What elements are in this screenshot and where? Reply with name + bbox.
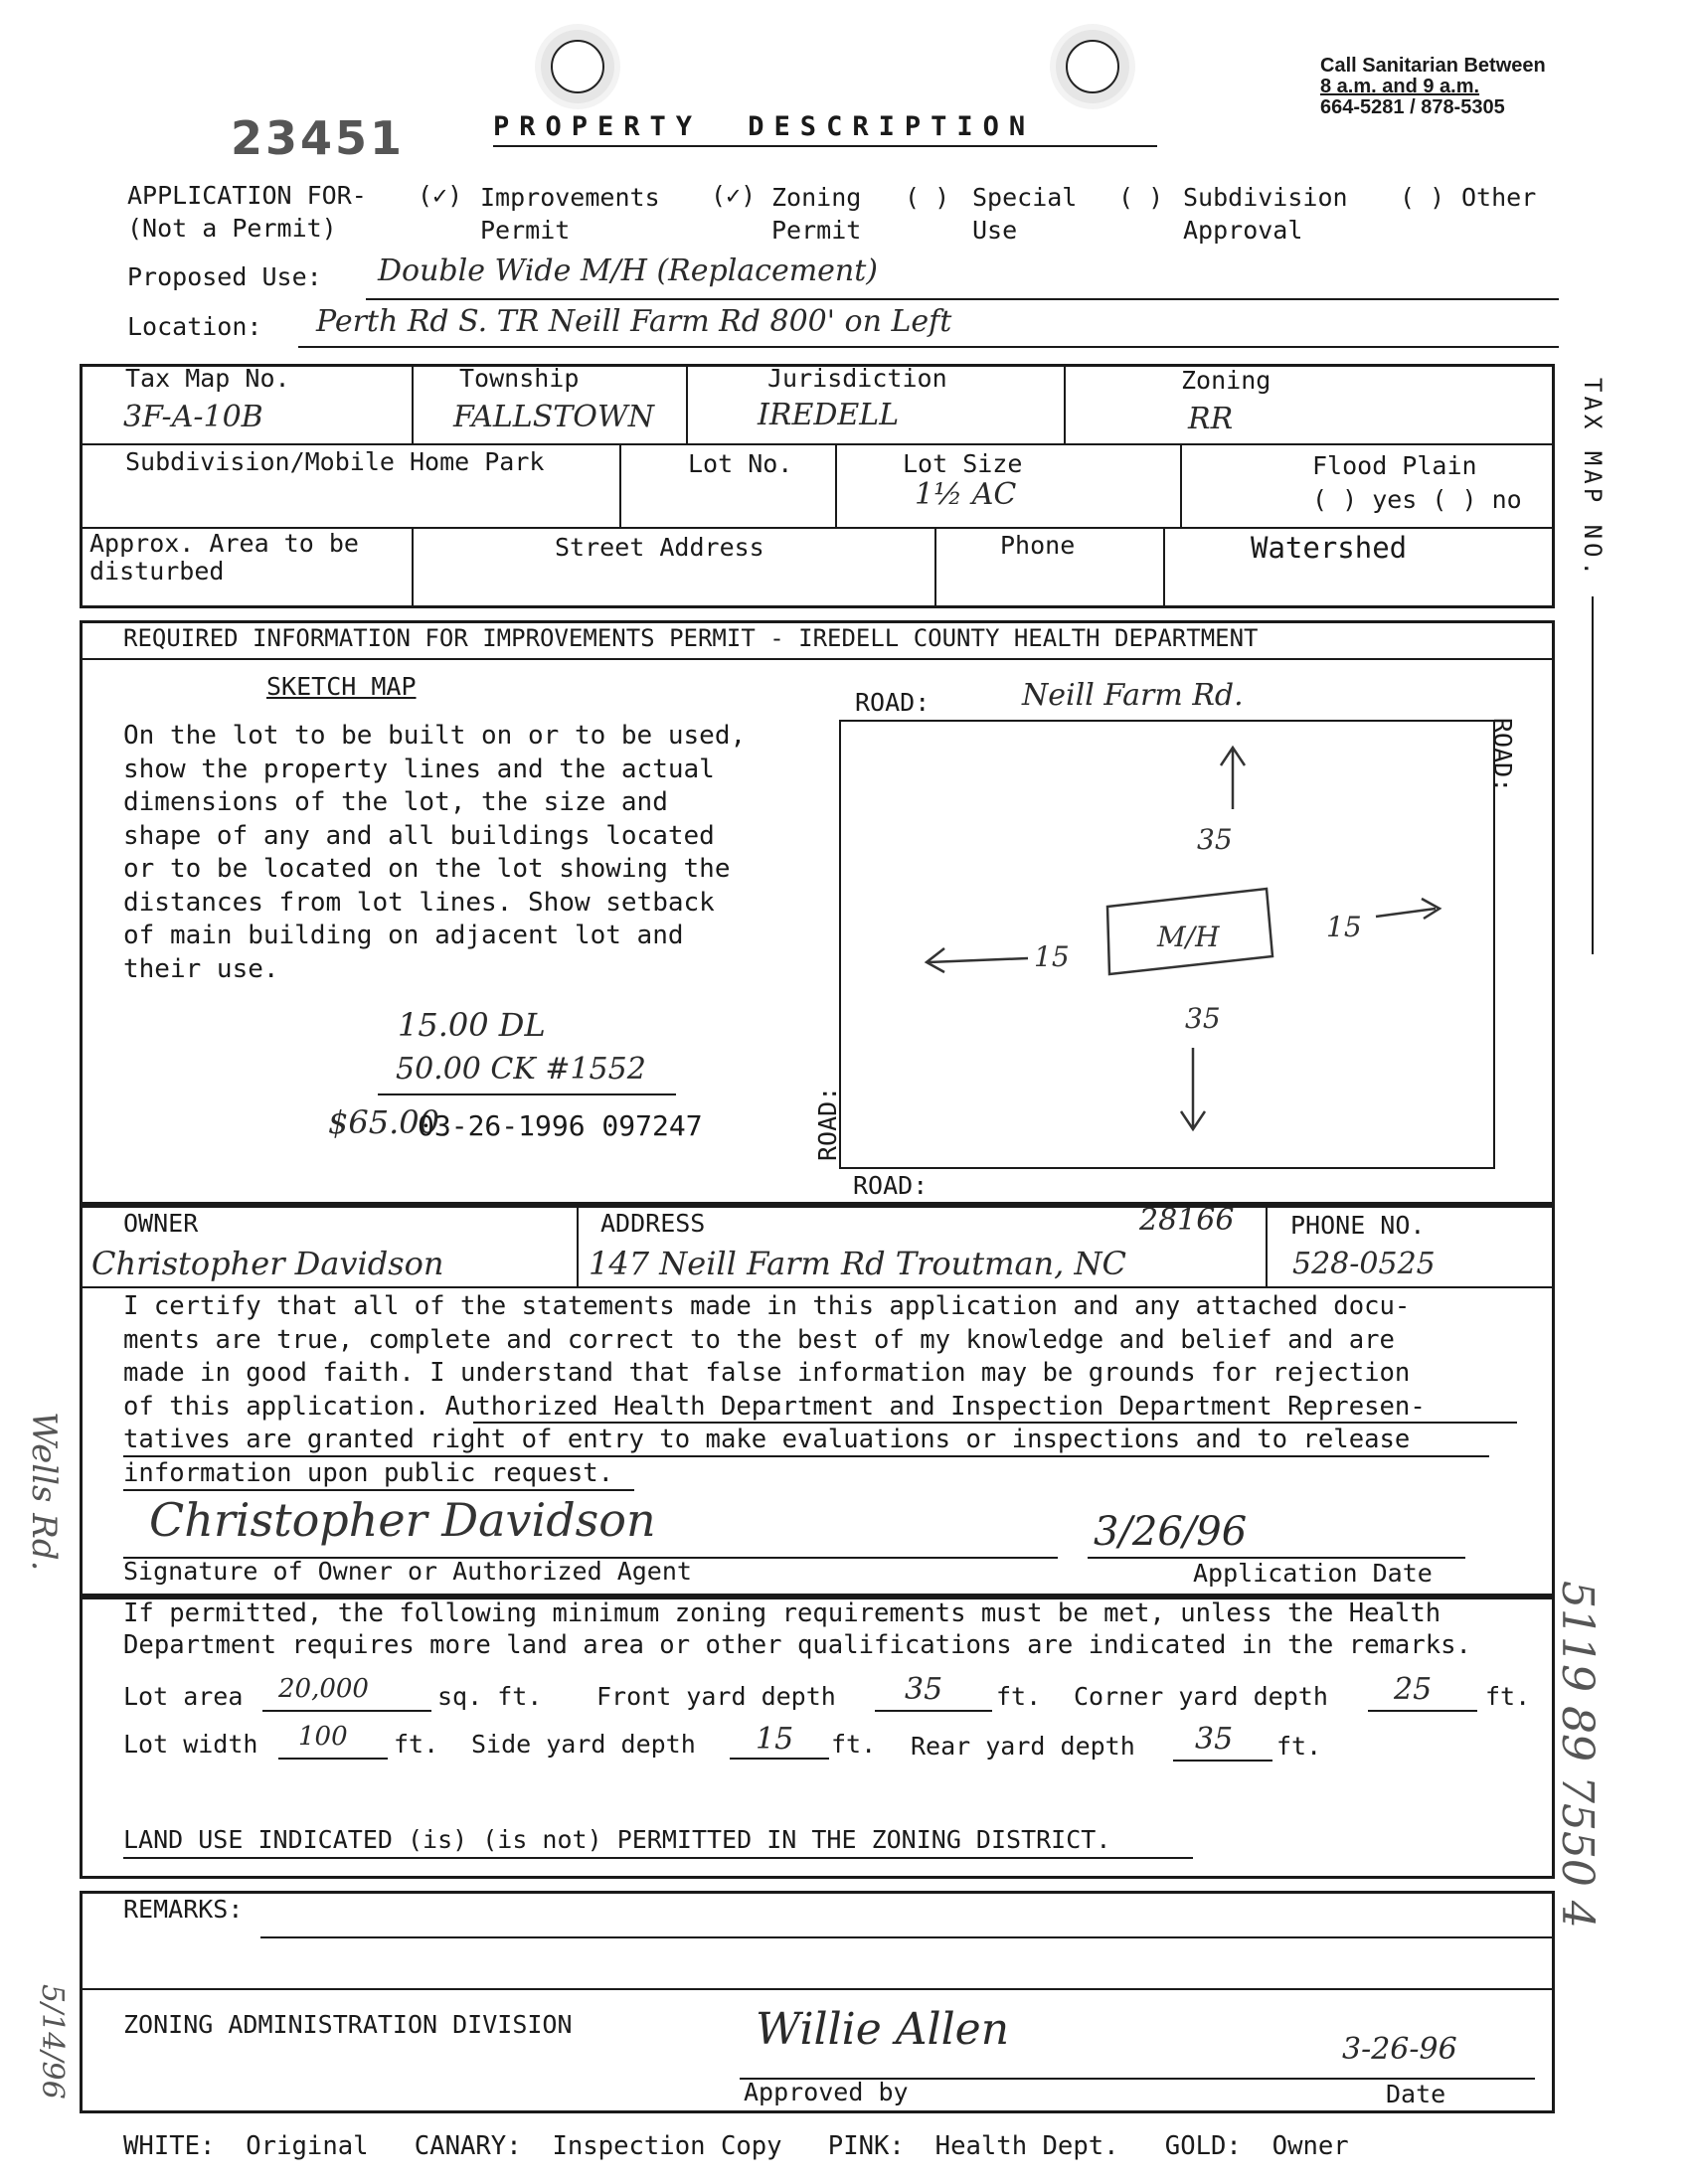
option-mark-other[interactable]: ( ) (1400, 183, 1445, 212)
subdivision-label: Subdivision/Mobile Home Park (125, 447, 545, 476)
arrow-back-icon (1181, 1048, 1205, 1129)
sketch-instructions (123, 720, 746, 986)
area-disturbed-label: Approx. Area to be (89, 529, 359, 558)
option-mark-improvements[interactable]: (✓) (418, 181, 463, 210)
tax-map-value[interactable]: 3F-A-10B (123, 400, 263, 434)
application-sublabel: (Not a Permit) (127, 214, 337, 243)
application-date-label: Application Date (1193, 1559, 1433, 1588)
sketch-drawing (839, 720, 1495, 1169)
location-label: Location: (127, 312, 262, 341)
call-notice-line3: 664-5281 / 878-5305 (1320, 96, 1505, 118)
margin-note-left: Wells Rd. (24, 1412, 64, 1572)
front-yard-value[interactable]: 35 (905, 1672, 943, 1707)
lot-no-label: Lot No. (688, 449, 793, 478)
rear-yard-label: Rear yard depth (911, 1732, 1135, 1761)
margin-note-bottom-left: 5/14/96 (35, 1984, 70, 2100)
arrow-front-icon (1221, 748, 1245, 809)
page-title: PROPERTY DESCRIPTION (493, 111, 1036, 142)
option-improvements-line2: Permit (480, 216, 571, 245)
instruction-line: On the lot to be built on or to be used, (123, 721, 747, 751)
lot-width-value[interactable]: 100 (298, 1722, 348, 1752)
side-yard-value[interactable]: 15 (756, 1722, 794, 1757)
certification-line: tatives are granted right of entry to make evaluations or inspections and to release (123, 1425, 1411, 1454)
option-improvements: Improvements (480, 183, 660, 212)
call-notice (1320, 56, 1546, 118)
owner-signature[interactable]: Christopher Davidson (149, 1493, 656, 1547)
owner-value[interactable]: Christopher Davidson (91, 1245, 444, 1282)
flood-plain-options[interactable]: ( ) yes ( ) no (1312, 485, 1522, 514)
certification-line: information upon public request. (123, 1457, 614, 1488)
fee-note-1: 15.00 DL (398, 1006, 546, 1044)
zoning-intro-2: Department requires more land area or other qualifications are indicated in the remarks. (123, 1630, 1471, 1660)
certification-line: made in good faith. I understand that false information may be grounds for rejection (123, 1358, 1411, 1388)
road-bottom-label: ROAD: (853, 1171, 929, 1200)
proposed-use-label: Proposed Use: (127, 262, 322, 291)
street-address-label: Street Address (555, 533, 764, 562)
remarks-line-2 (80, 1988, 1555, 1990)
lot-area-value[interactable]: 20,000 (278, 1674, 369, 1704)
township-label: Township (459, 364, 580, 393)
tax-map-side-line (1592, 596, 1594, 954)
zoning-intro-1: If permitted, the following minimum zoning requirements must be met, unless the Health (123, 1598, 1441, 1628)
option-subdivision: Subdivision (1183, 183, 1348, 212)
zoning-value[interactable]: RR (1188, 402, 1234, 436)
corner-yard-label: Corner yard depth (1074, 1682, 1328, 1711)
lot-size-label: Lot Size (903, 449, 1023, 478)
certification-line: I certify that all of the statements made in this application and any attached docu- (123, 1291, 1411, 1321)
instruction-line: their use. (123, 953, 279, 984)
location-line (298, 346, 1559, 348)
arrow-left-icon (927, 948, 1028, 972)
proposed-use-line (366, 298, 1559, 300)
option-zoning-line2: Permit (771, 216, 862, 245)
location-value[interactable]: Perth Rd S. TR Neill Farm Rd 800' on Left (316, 304, 952, 339)
instruction-line: of main building on adjacent lot and (123, 921, 684, 950)
option-subdivision-line2: Approval (1183, 216, 1303, 245)
instruction-line: distances from lot lines. Show setback (123, 887, 715, 918)
approval-date-label: Date (1386, 2080, 1446, 2108)
instruction-line: show the property lines and the actual (123, 754, 715, 784)
application-label: APPLICATION FOR- (127, 181, 367, 210)
corner-yard-unit: ft. (1485, 1682, 1531, 1711)
setback-back: 35 (1185, 1002, 1221, 1035)
zoning-division-label: ZONING ADMINISTRATION DIVISION (123, 2010, 573, 2039)
jurisdiction-label: Jurisdiction (767, 364, 947, 393)
road-top-value[interactable]: Neill Farm Rd. (1022, 678, 1244, 713)
setback-front: 35 (1197, 823, 1233, 856)
area-disturbed-label-2: disturbed (89, 557, 225, 586)
option-special: Special (972, 183, 1078, 212)
address-value[interactable]: 147 Neill Farm Rd Troutman, NC (589, 1245, 1126, 1282)
option-mark-zoning[interactable]: (✓) (711, 181, 757, 210)
lot-size-value[interactable]: 1½ AC (915, 477, 1017, 512)
rear-yard-unit: ft. (1276, 1732, 1322, 1761)
lot-width-label: Lot width (123, 1730, 258, 1759)
arrow-right-icon (1376, 899, 1440, 919)
phone-label: Phone (1000, 531, 1076, 560)
corner-yard-value[interactable]: 25 (1394, 1672, 1433, 1707)
remarks-label: REMARKS: (123, 1895, 244, 1924)
instruction-line: shape of any and all buildings located (123, 820, 715, 851)
receipt-stamp: 03-26-1996 097247 (418, 1109, 703, 1142)
punch-hole-left (551, 40, 604, 93)
approver-signature[interactable]: Willie Allen (756, 2004, 1010, 2055)
copy-distribution-footer: WHITE: Original CANARY: Inspection Copy PINK: Health Dept. GOLD: Owner (123, 2131, 1349, 2161)
land-use-statement: LAND USE INDICATED (is) (is not) PERMITTED IN THE ZONING DISTRICT. (123, 1825, 1111, 1854)
form-number: 23451 (231, 111, 406, 165)
improvements-heading: REQUIRED INFORMATION FOR IMPROVEMENTS PERMIT - IREDELL COUNTY HEALTH DEPARTMENT (123, 624, 1259, 652)
address-zip[interactable]: 28166 (1139, 1203, 1235, 1238)
title-underline (493, 145, 1157, 147)
fee-note-2: 50.00 CK #1552 (396, 1052, 646, 1087)
front-yard-unit: ft. (996, 1682, 1042, 1711)
instruction-line: or to be located on the lot showing the (123, 854, 731, 884)
proposed-use-value[interactable]: Double Wide M/H (Replacement) (378, 253, 879, 288)
building-label: M/H (1157, 921, 1220, 953)
flood-plain-label: Flood Plain (1312, 451, 1477, 480)
approved-by-label: Approved by (744, 2078, 909, 2106)
tax-map-label: Tax Map No. (125, 364, 290, 393)
township-value[interactable]: FALLSTOWN (453, 400, 654, 434)
call-notice-line1: Call Sanitarian Between (1320, 55, 1546, 77)
owner-label: OWNER (123, 1209, 199, 1238)
setback-right: 15 (1326, 911, 1362, 943)
sketch-map-title: SKETCH MAP (266, 672, 417, 701)
certification-line: ments are true, complete and correct to the best of my knowledge and belief and are (123, 1324, 1395, 1355)
lot-width-unit: ft. (394, 1730, 439, 1759)
punch-hole-right (1066, 40, 1119, 93)
rear-yard-value[interactable]: 35 (1195, 1722, 1234, 1757)
margin-note-right: 5119 89 7550 4 (1552, 1581, 1603, 1929)
jurisdiction-value[interactable]: IREDELL (758, 398, 900, 432)
phone-no-label: PHONE NO. (1290, 1211, 1426, 1240)
lot-area-unit: sq. ft. (437, 1682, 543, 1711)
remarks-line-1 (260, 1936, 1555, 1938)
option-special-line2: Use (972, 216, 1018, 245)
application-date-value[interactable]: 3/26/96 (1094, 1509, 1248, 1555)
road-right-label: ROAD: (1488, 718, 1517, 793)
zoning-label: Zoning (1181, 366, 1271, 395)
address-label: ADDRESS (600, 1209, 706, 1238)
option-mark-special[interactable]: ( ) (905, 183, 950, 212)
signature-label: Signature of Owner or Authorized Agent (123, 1557, 692, 1586)
road-left-label: ROAD: (813, 1086, 842, 1161)
side-yard-label: Side yard depth (471, 1730, 696, 1759)
watershed-label: Watershed (1251, 531, 1408, 565)
road-top-label: ROAD: (855, 688, 931, 717)
setback-left: 15 (1034, 940, 1070, 973)
tax-map-side-label: TAX MAP NO. (1579, 378, 1607, 580)
lot-area-label: Lot area (123, 1682, 244, 1711)
call-notice-line2: 8 a.m. and 9 a.m. (1320, 76, 1480, 97)
front-yard-label: Front yard depth (596, 1682, 836, 1711)
instruction-line: dimensions of the lot, the size and (123, 787, 668, 817)
approval-date-value[interactable]: 3-26-96 (1342, 2032, 1457, 2067)
option-other: Other (1461, 183, 1537, 212)
side-yard-unit: ft. (831, 1730, 877, 1759)
option-mark-subdivision[interactable]: ( ) (1118, 183, 1164, 212)
certification-line: of this application. Authorized Health Department and Inspection Department Represen- (123, 1391, 1426, 1422)
phone-no-value[interactable]: 528-0525 (1292, 1247, 1436, 1281)
option-zoning: Zoning (771, 183, 862, 212)
certification-text (123, 1290, 1426, 1490)
fee-total: $65.00 (328, 1103, 439, 1141)
